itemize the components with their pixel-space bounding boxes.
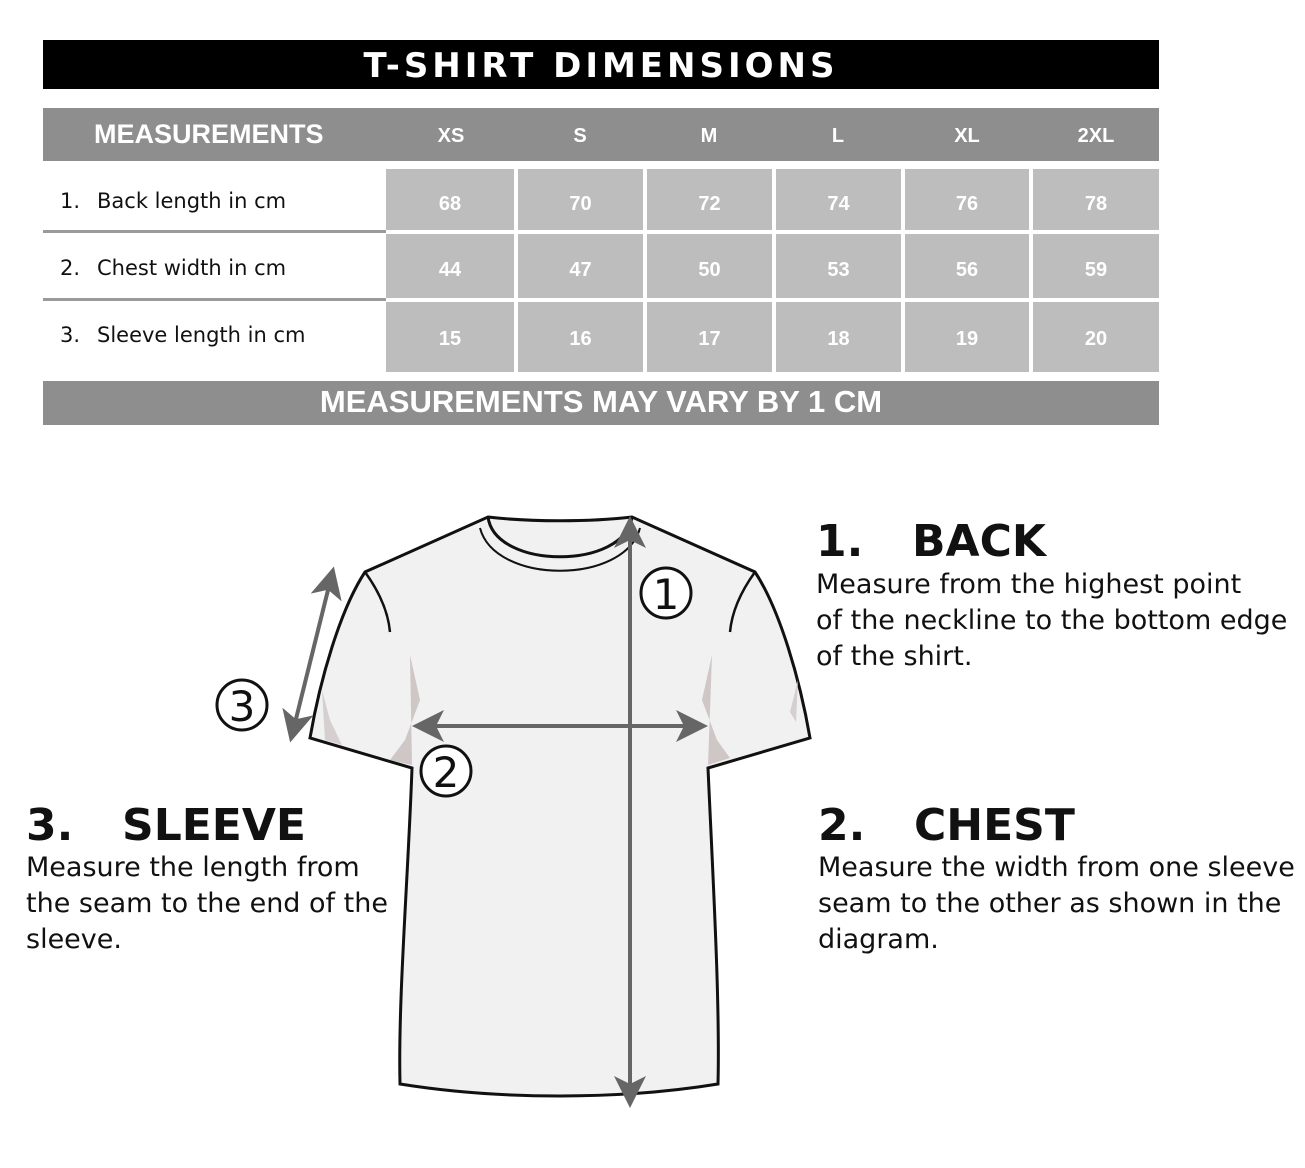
table-cell: 44 <box>386 234 514 298</box>
back-heading <box>816 516 1046 567</box>
size-header-s: S <box>573 125 587 147</box>
row-text: Back length in cm <box>97 189 287 213</box>
table-cell: 68 <box>386 169 514 230</box>
table-cell: 16 <box>518 302 643 372</box>
row-text: Sleeve length in cm <box>97 323 306 347</box>
desc-line: seam to the other as shown in the <box>818 888 1282 919</box>
chest-heading <box>818 800 1075 851</box>
desc-line: Measure the length from <box>26 852 360 883</box>
table-cell: 56 <box>905 234 1029 298</box>
size-header-l: L <box>831 125 845 147</box>
table-cell: 15 <box>386 302 514 372</box>
desc-line: of the shirt. <box>816 641 973 672</box>
row-text: Chest width in cm <box>97 256 287 280</box>
chest-heading-title: CHEST <box>914 800 1075 851</box>
table-cell: 50 <box>647 234 772 298</box>
desc-line: sleeve. <box>26 924 122 955</box>
tshirt-diagram <box>0 430 1305 1130</box>
row-divider <box>43 298 386 301</box>
table-cell: 19 <box>905 302 1029 372</box>
table-cell: 53 <box>776 234 901 298</box>
table-cell: 17 <box>647 302 772 372</box>
desc-line: Measure from the highest point <box>816 569 1242 600</box>
marker-1: 1 <box>652 570 680 619</box>
size-header-xs: XS <box>437 125 465 147</box>
table-cell: 18 <box>776 302 901 372</box>
chest-description <box>818 850 1295 958</box>
measurements-header: MEASUREMENTS <box>94 119 324 149</box>
chest-heading-number: 2. <box>818 800 866 851</box>
page-title: T-SHIRT DIMENSIONS <box>43 40 1159 89</box>
back-heading-title: BACK <box>912 516 1046 567</box>
desc-line: the seam to the end of the <box>26 888 388 919</box>
table-cell: 47 <box>518 234 643 298</box>
marker-2: 2 <box>432 748 460 797</box>
shirt-outline <box>310 517 810 1096</box>
size-header-xl: XL <box>954 125 980 147</box>
sleeve-description <box>26 850 388 958</box>
row-number: 1. <box>60 189 81 213</box>
marker-3: 3 <box>228 682 256 731</box>
sleeve-heading <box>26 800 306 851</box>
desc-line: Measure the width from one sleeve <box>818 852 1295 883</box>
desc-line: of the neckline to the bottom edge <box>816 605 1288 636</box>
table-cell: 72 <box>647 169 772 230</box>
sleeve-heading-number: 3. <box>26 800 74 851</box>
sleeve-heading-title: SLEEVE <box>122 800 306 851</box>
table-cell: 20 <box>1033 302 1159 372</box>
back-heading-number: 1. <box>816 516 864 567</box>
size-header-m: M <box>700 125 718 147</box>
back-description <box>816 567 1287 675</box>
row-number: 3. <box>60 323 81 347</box>
desc-line: diagram. <box>818 924 939 955</box>
row-divider <box>43 230 386 233</box>
size-header-2xl: 2XL <box>1077 125 1115 147</box>
table-header-row <box>43 108 1159 161</box>
row-number: 2. <box>60 256 81 280</box>
table-cell: 70 <box>518 169 643 230</box>
table-cell: 76 <box>905 169 1029 230</box>
table-cell: 74 <box>776 169 901 230</box>
table-cell: 78 <box>1033 169 1159 230</box>
variance-note: MEASUREMENTS MAY VARY BY 1 CM <box>43 381 1159 425</box>
table-cell: 59 <box>1033 234 1159 298</box>
